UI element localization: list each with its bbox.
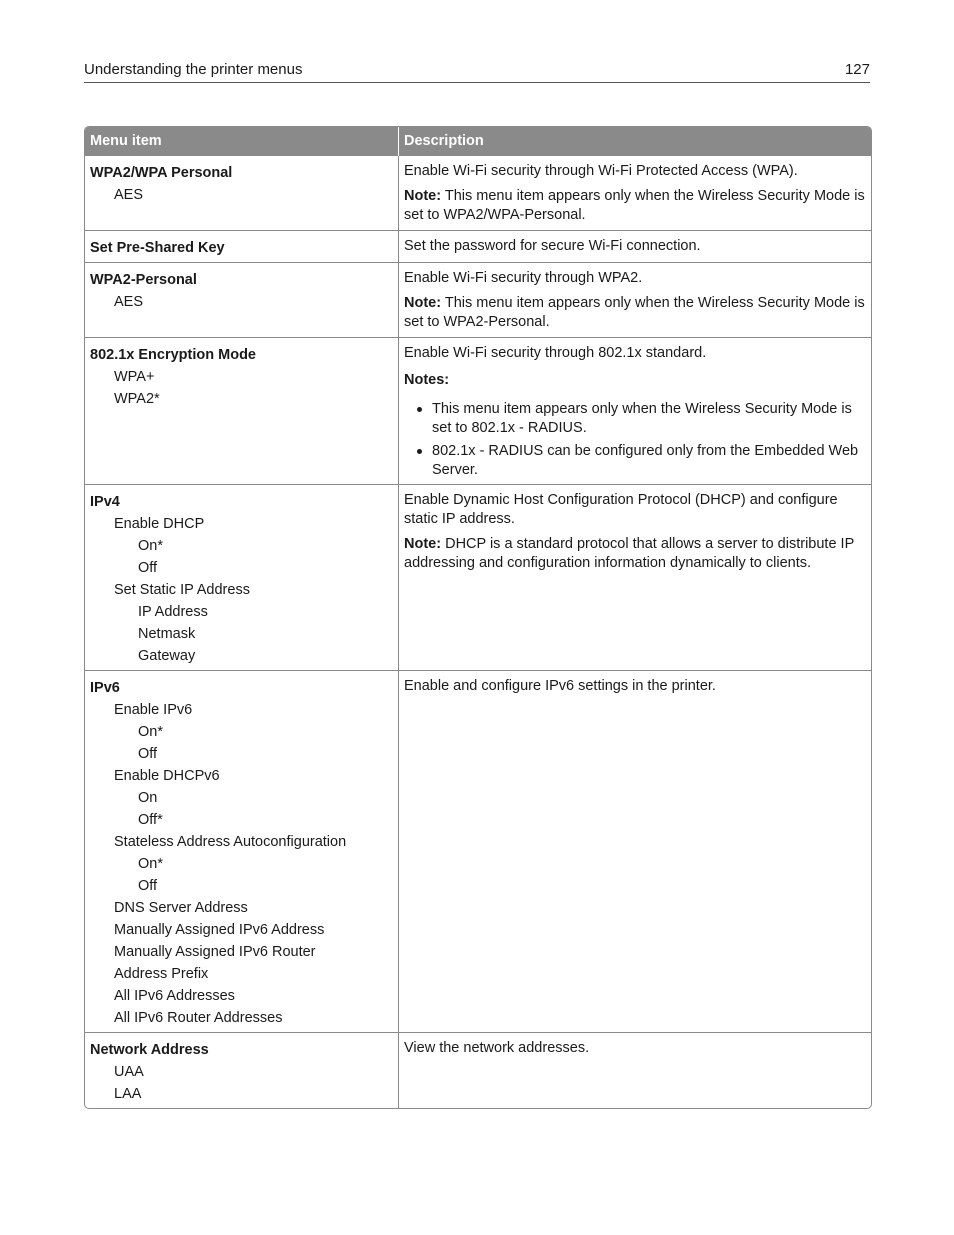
- menu-item-option: Stateless Address Autoconfiguration: [114, 834, 347, 850]
- note-label: Note:: [404, 536, 442, 552]
- menu-item-option: Enable IPv6: [114, 702, 193, 718]
- description-cell: [399, 1033, 871, 1108]
- menu-item-name: IPv4: [90, 494, 120, 510]
- description-cell: [399, 231, 871, 262]
- menu-item-option: Enable DHCP: [114, 516, 205, 532]
- menu-item-option: Manually Assigned IPv6 Router: [114, 944, 316, 960]
- table-row: [85, 670, 871, 1032]
- menu-item-option: Gateway: [138, 648, 196, 664]
- notes-list: [404, 400, 866, 479]
- menu-table: [84, 126, 872, 1109]
- table-row: [85, 484, 871, 670]
- note-list-item: [404, 442, 866, 479]
- note-item-text: 802.1x - RADIUS can be configured only from the Embedded Web Server.: [432, 443, 859, 478]
- table-row: [85, 337, 871, 484]
- description-cell: [399, 338, 871, 484]
- menu-item-name: WPA2-Personal: [90, 272, 197, 288]
- note-text: This menu item appears only when the Wireless Security Mode is set to WPA2/WPA-Personal.: [404, 188, 865, 223]
- menu-item-option: Off: [138, 746, 158, 762]
- note-text: DHCP is a standard protocol that allows a server to distribute IP addressing and configuration information dynamically to clients.: [404, 536, 854, 571]
- table-row: [85, 1032, 871, 1108]
- description-text: View the network addresses.: [404, 1040, 590, 1056]
- menu-item-option: AES: [114, 187, 144, 203]
- table-header: [85, 127, 871, 156]
- description-text: Enable and configure IPv6 settings in the printer.: [404, 678, 716, 694]
- description-cell: [399, 485, 871, 670]
- menu-item-name: IPv6: [90, 680, 120, 696]
- description-cell: [399, 156, 871, 230]
- menu-item-name: Network Address: [90, 1042, 209, 1058]
- menu-item-option: IP Address: [138, 604, 208, 620]
- notes-label: Notes:: [404, 372, 450, 388]
- menu-item-option: On: [138, 790, 158, 806]
- description-note: [404, 187, 866, 225]
- menu-item-cell: [85, 231, 399, 262]
- description-note: [404, 535, 866, 573]
- menu-item-option: Netmask: [138, 626, 196, 642]
- menu-item-option: All IPv6 Addresses: [114, 988, 235, 1004]
- menu-item-cell: [85, 263, 399, 337]
- menu-item-option: On*: [138, 538, 163, 554]
- menu-item-option: Address Prefix: [114, 966, 209, 982]
- menu-item-name: 802.1x Encryption Mode: [90, 347, 256, 363]
- note-list-item: [404, 400, 866, 437]
- menu-item-option: On*: [138, 724, 163, 740]
- table-row: [85, 156, 871, 230]
- description-note: [404, 294, 866, 332]
- description-text: Enable Wi-Fi security through Wi-Fi Protected Access (WPA).: [404, 163, 798, 179]
- menu-item-option: Off: [138, 878, 158, 894]
- menu-item-cell: [85, 1033, 399, 1108]
- menu-item-option: WPA2*: [114, 391, 160, 407]
- menu-item-name: Set Pre-Shared Key: [90, 240, 225, 256]
- menu-item-cell: [85, 485, 399, 670]
- menu-item-cell: [85, 156, 399, 230]
- note-label: Note:: [404, 295, 442, 311]
- menu-item-option: DNS Server Address: [114, 900, 248, 916]
- description-text: Enable Wi-Fi security through 802.1x standard.: [404, 345, 707, 361]
- description-cell: [399, 671, 871, 1032]
- description-text: Enable Dynamic Host Configuration Protocol (DHCP) and configure static IP address.: [404, 492, 838, 527]
- menu-item-name: WPA2/WPA Personal: [90, 165, 233, 181]
- description-text: Enable Wi-Fi security through WPA2.: [404, 270, 643, 286]
- menu-item-option: WPA+: [114, 369, 155, 385]
- column-header-description: Description: [404, 133, 484, 149]
- table-row: [85, 262, 871, 337]
- menu-item-option: LAA: [114, 1086, 142, 1102]
- menu-item-option: Off*: [138, 812, 163, 828]
- note-item-text: This menu item appears only when the Wireless Security Mode is set to 802.1x - RADIUS.: [432, 401, 852, 436]
- menu-item-option: Enable DHCPv6: [114, 768, 220, 784]
- note-text: This menu item appears only when the Wireless Security Mode is set to WPA2-Personal.: [404, 295, 865, 330]
- menu-item-cell: [85, 671, 399, 1032]
- note-label: Note:: [404, 188, 442, 204]
- menu-item-option: Off: [138, 560, 158, 576]
- description-text: Set the password for secure Wi-Fi connection.: [404, 238, 701, 254]
- bullet-icon: [417, 449, 422, 454]
- menu-item-option: AES: [114, 294, 144, 310]
- page-header: [84, 60, 870, 83]
- description-cell: [399, 263, 871, 337]
- table-body: [85, 156, 871, 1108]
- page-number: 127: [844, 61, 870, 78]
- menu-item-option: Manually Assigned IPv6 Address: [114, 922, 325, 938]
- page-header-title: Understanding the printer menus: [84, 61, 303, 78]
- menu-item-option: Set Static IP Address: [114, 582, 250, 598]
- menu-item-cell: [85, 338, 399, 484]
- menu-item-option: On*: [138, 856, 163, 872]
- menu-item-option: All IPv6 Router Addresses: [114, 1010, 283, 1026]
- column-header-menu-item: Menu item: [85, 127, 399, 156]
- menu-item-option: UAA: [114, 1064, 144, 1080]
- table-row: [85, 230, 871, 262]
- bullet-icon: [417, 407, 422, 412]
